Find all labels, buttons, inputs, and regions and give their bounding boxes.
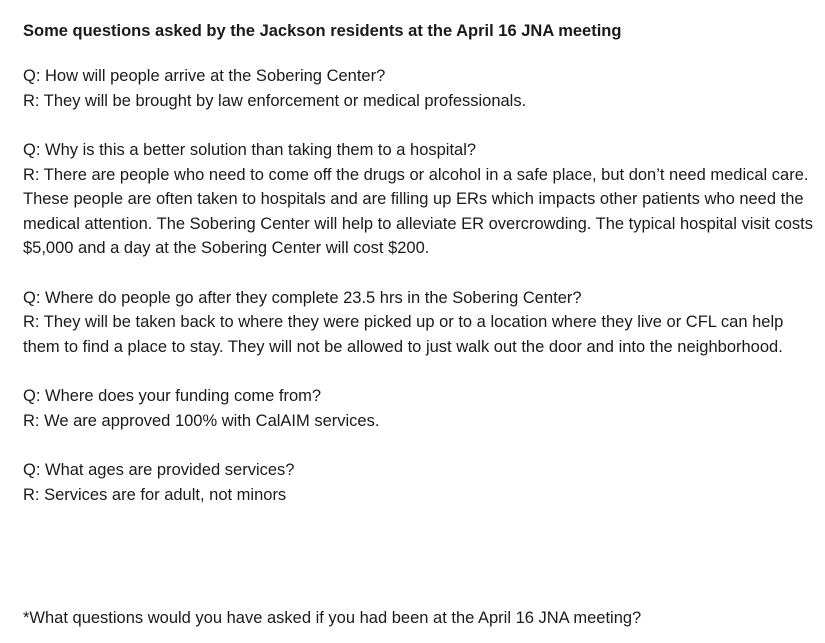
response-text: R: Services are for adult, not minors [23,485,287,504]
question-text: Q: Where does your funding come from? [23,387,322,405]
response-text: R: There are people who need to come off the drugs or alcohol in a safe place, but don’t need medical care. These people are often taken to hospitals and are filling up ERs which impacts other patients who need the medical attention. The Sobering Center will help to alleviate ER overcrowding. The typical hospital visit costs $5,000 and a day at the Sobering Center will cost $200. [23,165,813,257]
response-text: R: They will be brought by law enforcement or medical professionals. [23,91,527,110]
closing-question: *What questions would you have asked if you had been at the April 16 JNA meeting? [23,609,642,627]
question-text: Q: What ages are provided services? [23,461,295,479]
question-text: Q: Why is this a better solution than taking them to a hospital? [23,141,477,159]
qa-item-funding [23,384,815,433]
question-text: Q: Where do people go after they complete 23.5 hrs in the Sobering Center? [23,288,582,307]
document-heading: Some questions asked by the Jackson residents at the April 16 JNA meeting [23,22,622,40]
qa-item-ages [23,458,815,507]
response-text: R: We are approved 100% with CalAIM services. [23,411,380,430]
response-text: R: They will be taken back to where they were picked up or to a location where they live or CFL can help them to find a place to stay. They will not be allowed to just walk out the door and into the neighborhood. [23,313,784,356]
question-text: Q: How will people arrive at the Sobering Center? [23,67,386,85]
qa-item-arrival [23,64,815,113]
qa-item-after-stay [23,286,815,360]
qa-item-hospital [23,138,815,261]
